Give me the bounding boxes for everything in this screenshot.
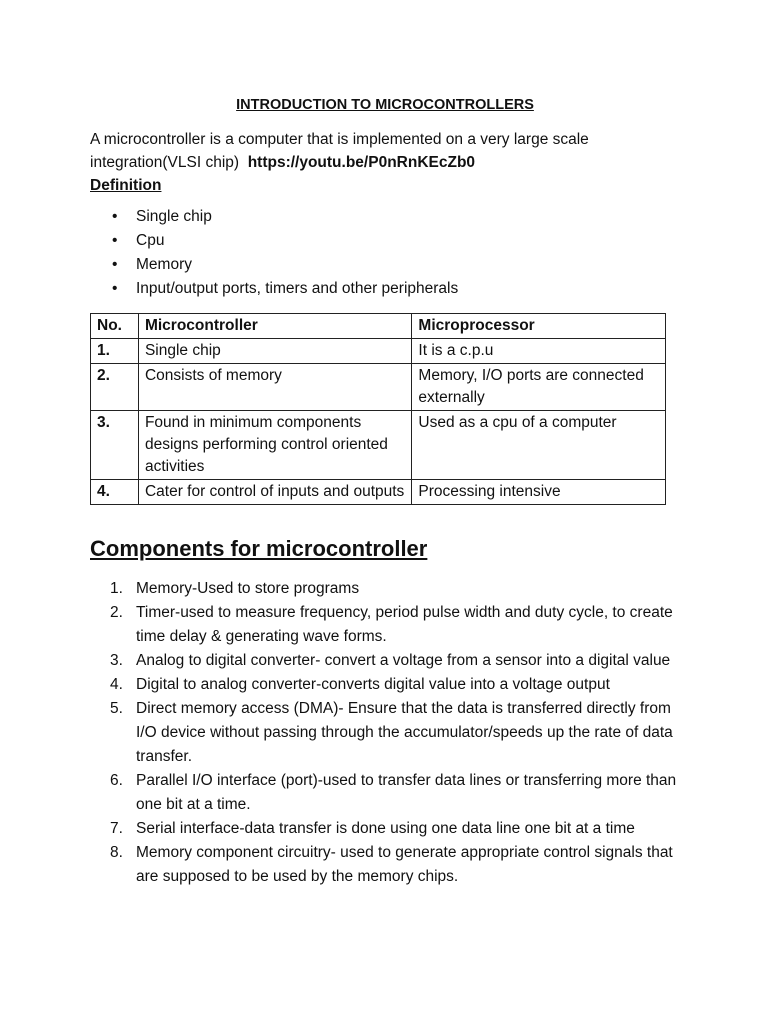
list-item-text: Timer-used to measure frequency, period pulse width and duty cycle, to create time delay & generating wave forms. <box>136 604 673 645</box>
item-number: 1. <box>110 580 123 597</box>
comparison-table <box>90 313 666 505</box>
definition-list <box>90 205 680 301</box>
list-item-text: Memory-Used to store programs <box>136 580 360 597</box>
table-row <box>91 339 666 364</box>
list-item <box>90 697 680 769</box>
column-header-microcontroller: Microcontroller <box>138 314 411 339</box>
bullet-icon: • <box>112 280 118 297</box>
microprocessor-cell: Memory, I/O ports are connected externally <box>412 364 666 411</box>
bullet-icon: • <box>112 256 118 273</box>
microcontroller-cell: Found in minimum components designs performing control oriented activities <box>138 411 411 480</box>
table-row <box>91 480 666 505</box>
list-item-text: Direct memory access (DMA)- Ensure that the data is transferred directly from I/O device without passing through the accumulator/speeds up the rate of data transfer. <box>136 700 673 765</box>
document-title: INTRODUCTION TO MICROCONTROLLERS <box>236 97 534 113</box>
item-number: 8. <box>110 844 123 861</box>
item-number: 3. <box>110 652 123 669</box>
item-number: 4. <box>110 676 123 693</box>
document-page <box>90 94 680 889</box>
list-item <box>90 601 680 649</box>
row-number: 1. <box>91 339 139 364</box>
components-list <box>90 577 680 889</box>
list-item-text: Parallel I/O interface (port)-used to transfer data lines or transferring more than one bit at a time. <box>136 772 677 813</box>
microcontroller-cell: Cater for control of inputs and outputs <box>138 480 411 505</box>
bullet-icon: • <box>112 232 118 249</box>
row-number: 3. <box>91 411 139 480</box>
video-link[interactable]: https://youtu.be/P0nRnKEcZb0 <box>247 154 476 171</box>
microprocessor-cell: It is a c.p.u <box>412 339 666 364</box>
list-item-text: Serial interface-data transfer is done using one data line one bit at a time <box>136 820 635 837</box>
table-header-row <box>91 314 666 339</box>
components-heading: Components for microcontroller <box>90 536 428 561</box>
column-header-no: No. <box>91 314 139 339</box>
intro-text: A microcontroller is a computer that is implemented on a very large scale integration(VLSI chip) <box>90 131 589 171</box>
item-number: 6. <box>110 772 123 789</box>
microprocessor-cell: Used as a cpu of a computer <box>412 411 666 480</box>
list-item <box>90 649 680 673</box>
item-number: 5. <box>110 700 123 717</box>
list-item-text: Digital to analog converter-converts digital value into a voltage output <box>136 676 610 693</box>
row-number: 4. <box>91 480 139 505</box>
item-number: 7. <box>110 820 123 837</box>
list-item <box>90 817 680 841</box>
definition-heading: Definition <box>90 177 162 194</box>
list-item-text: Single chip <box>136 208 212 225</box>
list-item <box>90 205 680 229</box>
list-item-text: Cpu <box>136 232 165 249</box>
list-item-text: Analog to digital converter- convert a voltage from a sensor into a digital value <box>136 652 671 669</box>
row-number: 2. <box>91 364 139 411</box>
microprocessor-cell: Processing intensive <box>412 480 666 505</box>
list-item <box>90 841 680 889</box>
list-item <box>90 769 680 817</box>
list-item-text: Input/output ports, timers and other peripherals <box>136 280 459 297</box>
list-item <box>90 277 680 301</box>
table-row <box>91 364 666 411</box>
list-item-text: Memory <box>136 256 192 273</box>
list-item <box>90 673 680 697</box>
microcontroller-cell: Single chip <box>138 339 411 364</box>
intro-paragraph <box>90 128 680 174</box>
column-header-microprocessor: Microprocessor <box>412 314 666 339</box>
list-item-text: Memory component circuitry- used to generate appropriate control signals that are supposed to be used by the memory chips. <box>136 844 673 885</box>
list-item <box>90 229 680 253</box>
list-item <box>90 577 680 601</box>
table-row <box>91 411 666 480</box>
microcontroller-cell: Consists of memory <box>138 364 411 411</box>
bullet-icon: • <box>112 208 118 225</box>
list-item <box>90 253 680 277</box>
item-number: 2. <box>110 604 123 621</box>
